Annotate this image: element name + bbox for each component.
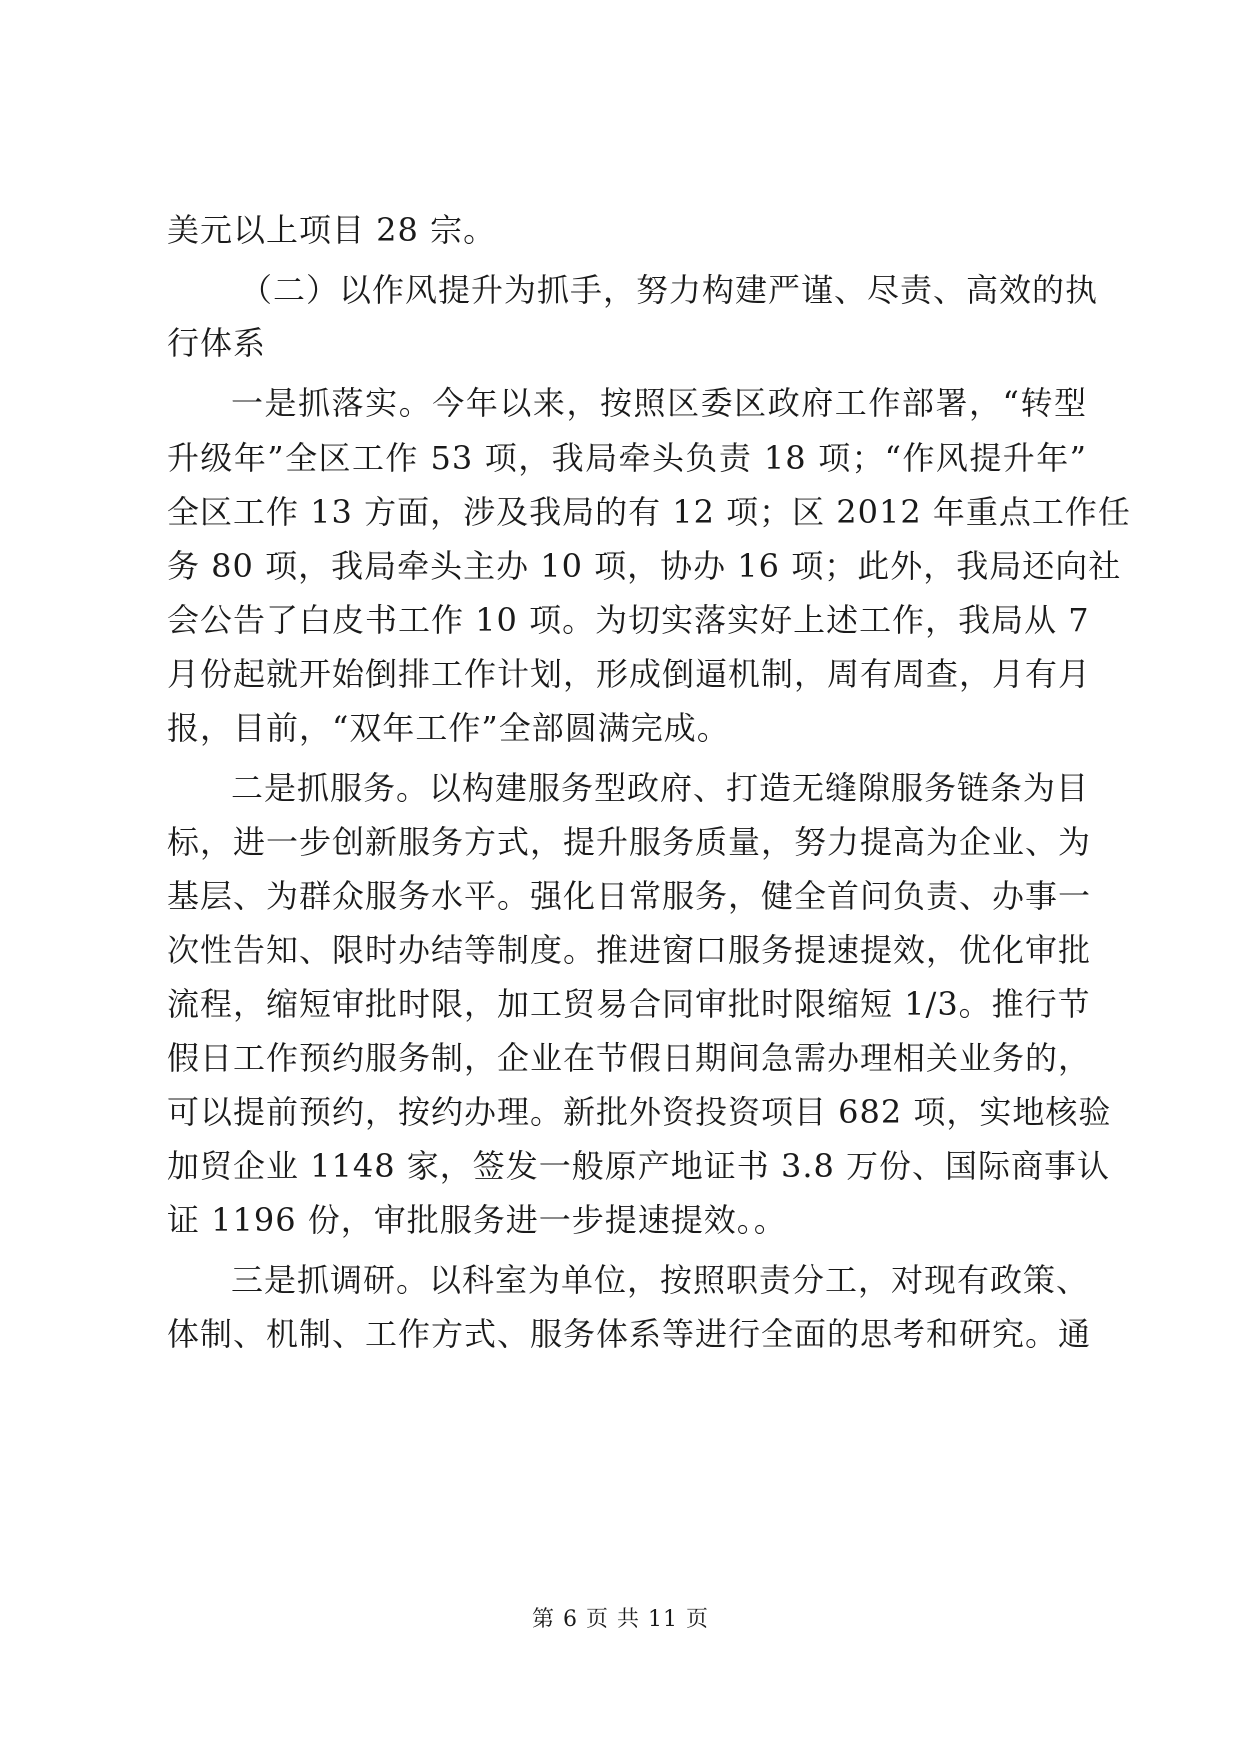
section-heading-line: 行体系: [167, 324, 267, 362]
paragraph-line: 流程，缩短审批时限，加工贸易合同审批时限缩短 1/3。推行节: [167, 985, 1091, 1023]
paragraph-line: 假日工作预约服务制，企业在节假日期间急需办理相关业务的，: [167, 1039, 1092, 1077]
paragraph-line: 会公告了白皮书工作 10 项。为切实落实好上述工作，我局从 7: [167, 601, 1090, 639]
paragraph-line: 美元以上项目 28 宗。: [167, 211, 497, 249]
paragraph-line: 体制、机制、工作方式、服务体系等进行全面的思考和研究。通: [167, 1315, 1092, 1353]
section-heading-line: （二）以作风提升为抓手，努力构建严谨、尽责、高效的执: [240, 271, 1099, 309]
paragraph-line: 报，目前，“双年工作”全部圆满完成。: [167, 709, 730, 747]
paragraph-line: 二是抓服务。以构建服务型政府、打造无缝隙服务链条为目: [231, 769, 1090, 807]
paragraph-line: 标，进一步创新服务方式，提升服务质量，努力提高为企业、为: [167, 823, 1092, 861]
paragraph-line: 基层、为群众服务水平。强化日常服务，健全首问负责、办事一: [167, 877, 1092, 915]
paragraph-line: 证 1196 份，审批服务进一步提速提效。。: [167, 1201, 787, 1239]
paragraph-line: 升级年”全区工作 53 项，我局牵头负责 18 项；“作风提升年”: [167, 439, 1087, 477]
paragraph-line: 可以提前预约，按约办理。新批外资投资项目 682 项，实地核验: [167, 1093, 1112, 1131]
paragraph-line: 务 80 项，我局牵头主办 10 项，协办 16 项；此外，我局还向社: [167, 547, 1122, 585]
paragraph-line: 一是抓落实。今年以来，按照区委区政府工作部署，“转型: [231, 384, 1087, 422]
paragraph-line: 次性告知、限时办结等制度。推进窗口服务提速提效，优化审批: [167, 931, 1092, 969]
paragraph-line: 月份起就开始倒排工作计划，形成倒逼机制，周有周查，月有月: [167, 655, 1092, 693]
paragraph-line: 全区工作 13 方面，涉及我局的有 12 项；区 2012 年重点工作任: [167, 493, 1131, 531]
paragraph-line: 加贸企业 1148 家，签发一般原产地证书 3.8 万份、国际商事认: [167, 1147, 1111, 1185]
paragraph-line: 三是抓调研。以科室为单位，按照职责分工，对现有政策、: [231, 1261, 1090, 1299]
page-number-footer: 第 6 页 共 11 页: [532, 1607, 709, 1632]
